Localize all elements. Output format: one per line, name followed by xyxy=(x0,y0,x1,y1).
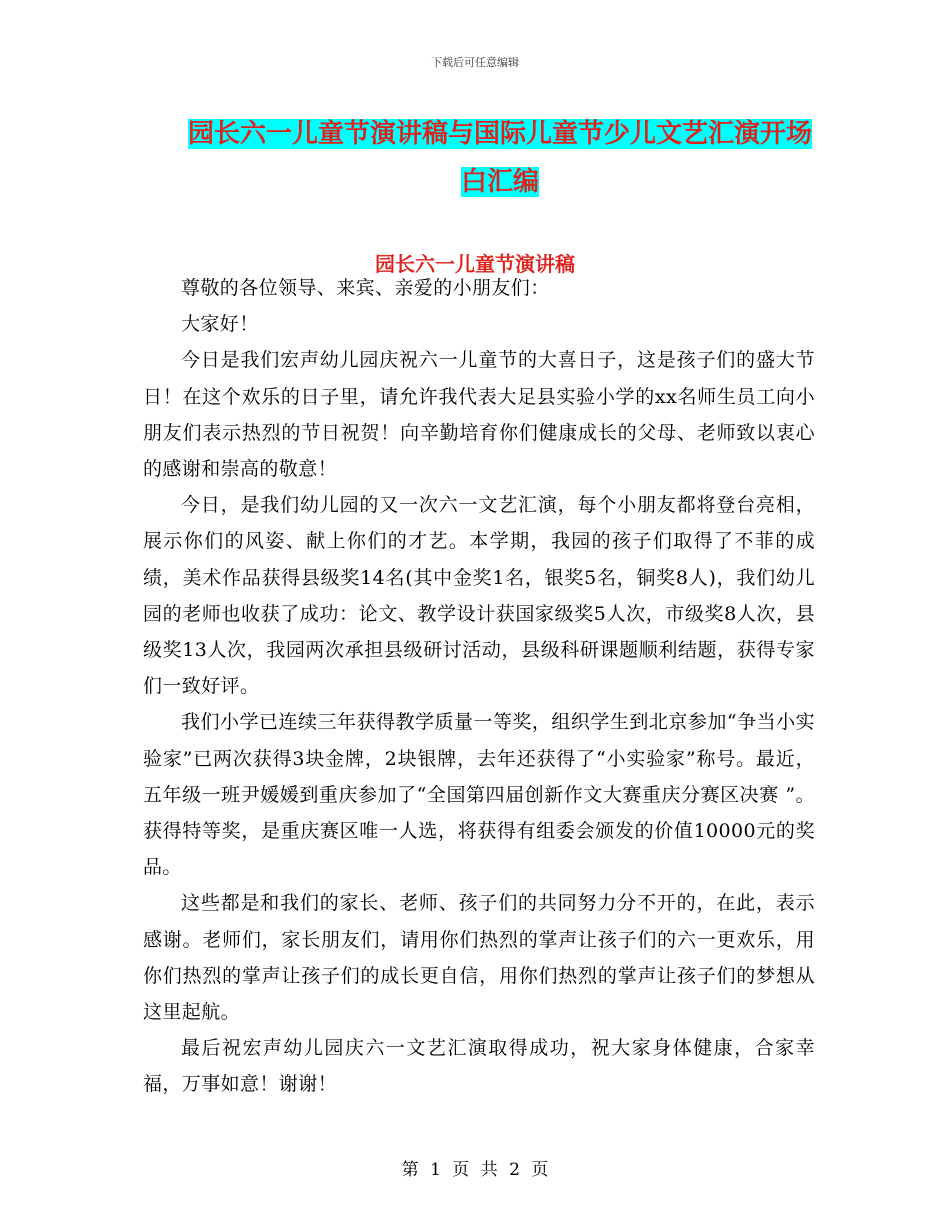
paragraph-school-honors: 我们小学已连续三年获得教学质量一等奖，组织学生到北京参加“争当小实验家”已两次获得3块金牌，2块银牌，去年还获得了“小实验家”称号。最近，五年级一班尹媛媛到重庆参加了“全国第四届创新作文大赛重庆分赛区决赛 ”。获得特等奖，是重庆赛区唯一人选，将获得有组委会颁发的价值10000元的奖品。 xyxy=(143,711,815,879)
paragraph-achievements: 今日，是我们幼儿园的又一次六一文艺汇演，每个小朋友都将登台亮相，展示你们的风姿、献上你们的才艺。本学期，我园的孩子们取得了不菲的成绩，美术作品获得县级奖14名(其中金奖1名，银奖5名，铜奖8人)，我们幼儿园的老师也收获了成功：论文、教学设计获国家级奖5人次，市级奖8人次，县级奖13人次，我园两次承担县级研讨活动，县级科研课题顺利结题，获得专家们一致好评。 xyxy=(143,494,815,698)
paragraph-salutation: 尊敬的各位领导、来宾、亲爱的小朋友们： xyxy=(181,277,550,299)
paragraph-thanks: 这些都是和我们的家长、老师、孩子们的共同努力分不开的，在此，表示感谢。老师们，家长朋友们，请用你们热烈的掌声让孩子们的六一更欢乐，用你们热烈的掌声让孩子们的成长更自信，用你们热烈的掌声让孩子们的梦想从这里起航。 xyxy=(143,892,815,1024)
paragraph-greeting: 大家好！ xyxy=(181,313,259,336)
document-title xyxy=(185,110,815,206)
page-number: 第 1 页 共 2 页 xyxy=(401,1160,549,1180)
paragraph-closing: 最后祝宏声幼儿园庆六一文艺汇演取得成功，祝大家身体健康，合家幸福，万事如意！谢谢！ xyxy=(143,1037,815,1096)
speech-body xyxy=(143,270,815,1103)
section-title: 园长六一儿童节演讲稿 xyxy=(375,252,575,276)
paragraph-opening: 今日是我们宏声幼儿园庆祝六一儿童节的大喜日子，这是孩子们的盛大节日！在这个欢乐的日子里，请允许我代表大足县实验小学的xx名师生员工向小朋友们表示热烈的节日祝贺！向辛勤培育你们健康成长的父母、老师致以衷心的感谢和崇高的敬意！ xyxy=(143,349,815,481)
document-title-text: 园长六一儿童节演讲稿与国际儿童节少儿文艺汇演开场白汇编 xyxy=(187,119,812,197)
header-note: 下载后可任意编辑 xyxy=(431,56,519,69)
